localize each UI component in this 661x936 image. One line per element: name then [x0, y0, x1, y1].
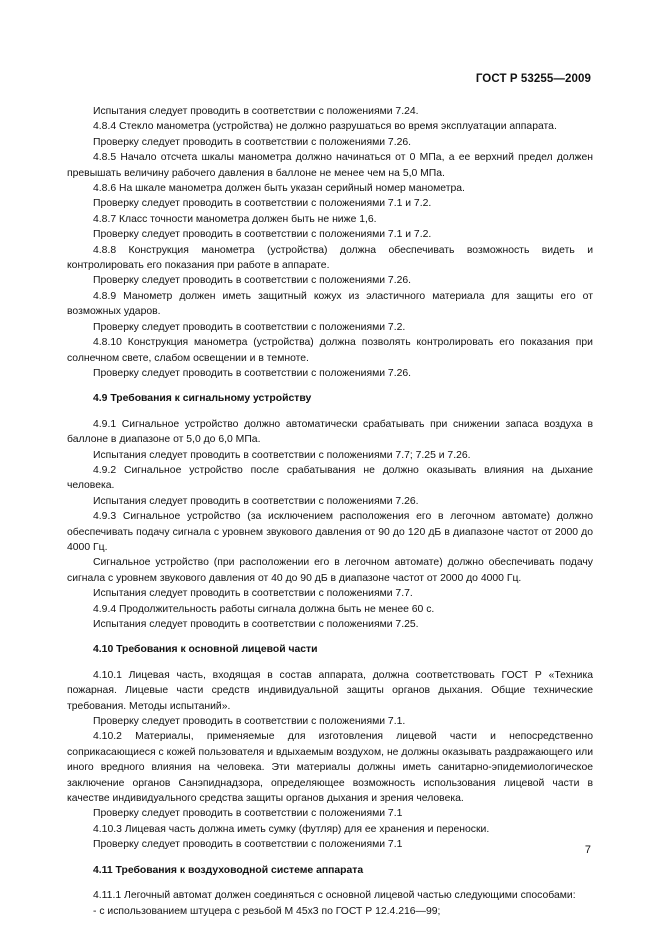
paragraph: Проверку следует проводить в соответствии с положениями 7.1 [93, 808, 403, 820]
paragraph: 4.11.1 Легочный автомат должен соединяться с основной лицевой частью следующими способами: [93, 890, 576, 902]
document-body [67, 104, 593, 919]
section-heading: 4.9 Требования к сигнальному устройству [93, 393, 312, 405]
paragraph: Проверку следует проводить в соответствии с положениями 7.1 и 7.2. [93, 198, 432, 210]
paragraph: Проверку следует проводить в соответствии с положениями 7.1. [93, 716, 406, 728]
paragraph: 4.9.3 Сигнальное устройство (за исключением расположения его в легочном автомате) должно обеспечивать подачу сигнала с уровнем звукового давления от 90 до 120 дБ в диапазоне частот от 2000 до 4000 Гц. [67, 511, 593, 553]
paragraph: Проверку следует проводить в соответствии с положениями 7.26. [93, 136, 412, 148]
paragraph: Проверку следует проводить в соответствии с положениями 7.2. [93, 321, 406, 333]
paragraph: 4.9.1 Сигнальное устройство должно автоматически срабатывать при снижении запаса воздуха в баллоне в диапазоне от 5,0 до 6,0 МПа. [67, 418, 593, 446]
paragraph: 4.8.4 Стекло манометра (устройства) не должно разрушаться во время эксплуатации аппарата. [93, 121, 557, 133]
section-heading: 4.10 Требования к основной лицевой части [93, 644, 318, 656]
paragraph: Испытания следует проводить в соответствии с положениями 7.26. [93, 495, 419, 507]
paragraph: 4.9.4 Продолжительность работы сигнала должна быть не менее 60 с. [93, 603, 435, 615]
paragraph: Сигнальное устройство (при расположении его в легочном автомате) должно обеспечивать подачу сигнала с уровнем звукового давления от 40 до 90 дБ в диапазоне частот от 2000 до 4000 Гц. [67, 557, 593, 584]
paragraph: 4.8.10 Конструкция манометра (устройства) должна позволять контролировать его показания при солнечном свете, слабом освещении и в темноте. [67, 337, 593, 364]
paragraph: - с использованием штуцера с резьбой М 45х3 по ГОСТ Р 12.4.216—99; [93, 905, 441, 917]
paragraph: Испытания следует проводить в соответствии с положениями 7.25. [93, 619, 419, 630]
page-number: 7 [584, 844, 591, 856]
paragraph: 4.10.2 Материалы, применяемые для изготовления лицевой части и непосредственно соприкасающиеся с кожей пользователя и вдыхаемым воздухом, не должны оказывать раздражающего или иного вредного влияния на человека. Эти материалы должны иметь санитарно-эпидемиологическое заключение органов Санэпиднадзора, определяющее возможность использования лицевой части в качестве индивидуального средства защиты органов дыхания и зрения человека. [67, 731, 593, 805]
paragraph: Испытания следует проводить в соответствии с положениями 7.24. [93, 106, 419, 117]
paragraph: 4.8.9 Манометр должен иметь защитный кожух из эластичного материала для защиты его от возможных ударов. [67, 290, 593, 318]
paragraph: Проверку следует проводить в соответствии с положениями 7.1 и 7.2. [93, 229, 432, 241]
paragraph: Испытания следует проводить в соответствии с положениями 7.7. [93, 588, 413, 600]
paragraph: 4.10.3 Лицевая часть должна иметь сумку (футляр) для ее хранения и переноски. [93, 823, 490, 835]
paragraph: Проверку следует проводить в соответствии с положениями 7.1 [93, 839, 403, 851]
paragraph: Испытания следует проводить в соответствии с положениями 7.7; 7.25 и 7.26. [93, 449, 471, 461]
paragraph: 4.9.2 Сигнальное устройство после срабатывания не должно оказывать влияния на дыхание человека. [67, 464, 593, 492]
section-heading: 4.11 Требования к воздуховодной системе аппарата [93, 864, 364, 876]
paragraph: 4.8.7 Класс точности манометра должен быть не ниже 1,6. [93, 213, 377, 225]
document-header: ГОСТ Р 53255—2009 [475, 73, 591, 85]
paragraph: 4.8.8 Конструкция манометра (устройства) должна обеспечивать возможность видеть и контролировать его показания при работе в аппарате. [67, 244, 593, 272]
paragraph: 4.8.6 На шкале манометра должен быть указан серийный номер манометра. [93, 183, 465, 195]
paragraph: Проверку следует проводить в соответствии с положениями 7.26. [93, 367, 412, 379]
paragraph: 4.8.5 Начало отсчета шкалы манометра должно начинаться от 0 МПа, а ее верхний предел должен превышать величину рабочего давления в баллоне не менее чем на 5,0 МПа. [67, 152, 593, 179]
paragraph: Проверку следует проводить в соответствии с положениями 7.26. [93, 275, 412, 287]
paragraph: 4.10.1 Лицевая часть, входящая в состав аппарата, должна соответствовать ГОСТ Р «Техника пожарная. Лицевые части средств индивидуальной защиты органов дыхания. Общие технические требования. Методы испытаний». [67, 669, 593, 712]
